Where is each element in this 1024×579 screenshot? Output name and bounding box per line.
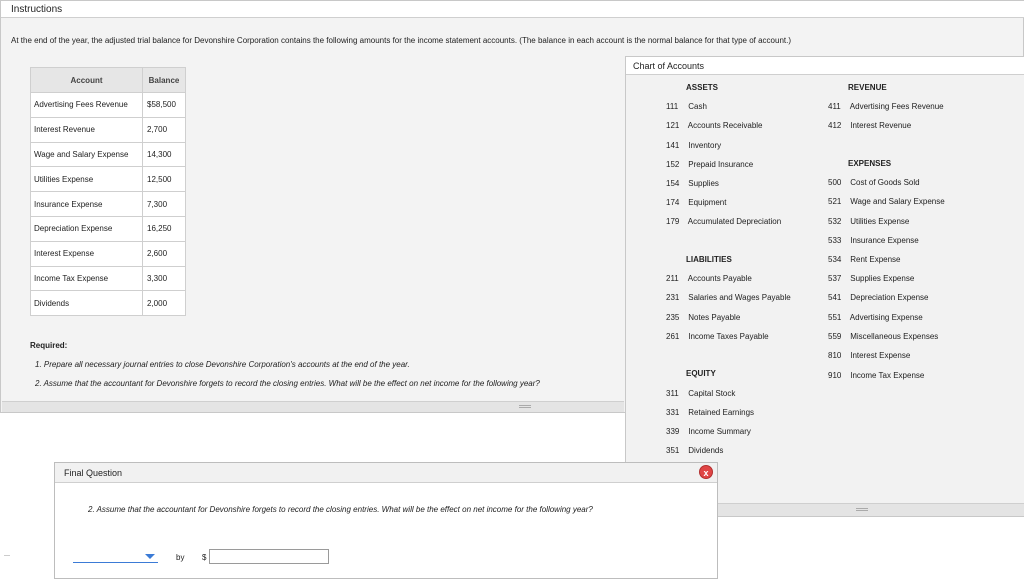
- account-cell: Interest Revenue: [31, 117, 143, 142]
- table-row: [31, 266, 186, 291]
- required-label: Required:: [30, 341, 68, 350]
- list-item: [666, 446, 723, 455]
- account-number: 339: [666, 427, 680, 436]
- account-name: Capital Stock: [688, 389, 736, 398]
- account-name: Rent Expense: [850, 255, 901, 264]
- account-name: Supplies Expense: [850, 274, 915, 283]
- account-name: Advertising Expense: [849, 313, 923, 322]
- account-number: 261: [666, 332, 680, 341]
- list-item: [828, 102, 944, 111]
- balance-cell: 2,700: [143, 117, 186, 142]
- account-number: 121: [666, 121, 680, 130]
- list-item: [666, 389, 735, 398]
- column-header-account: Account: [31, 68, 143, 93]
- account-number: 235: [666, 313, 680, 322]
- liabilities-heading: LIABILITIES: [686, 255, 732, 264]
- column-header-balance: Balance: [143, 68, 186, 93]
- list-item: [666, 427, 751, 436]
- resize-grip-icon[interactable]: [519, 405, 531, 408]
- balance-cell: 14,300: [143, 142, 186, 167]
- table-row: [31, 291, 186, 316]
- account-number: 500: [828, 178, 842, 187]
- account-number: 311: [666, 389, 679, 398]
- balance-cell: 16,250: [143, 216, 186, 241]
- list-item: [828, 217, 909, 226]
- balance-cell: 3,300: [143, 266, 186, 291]
- list-item: [828, 332, 938, 341]
- account-name: Supplies: [688, 179, 719, 188]
- chart-of-accounts-panel: [625, 56, 1024, 517]
- account-number: 211: [666, 274, 679, 283]
- account-name: Accounts Payable: [687, 274, 752, 283]
- account-name: Notes Payable: [688, 313, 741, 322]
- account-cell: Depreciation Expense: [31, 216, 143, 241]
- account-name: Income Summary: [688, 427, 751, 436]
- table-header-row: [31, 68, 186, 93]
- intro-text: At the end of the year, the adjusted trial balance for Devonshire Corporation contains the following amounts for the income statement accounts. (The balance in each account is the normal balance for that type of account.): [11, 36, 792, 45]
- list-item: [666, 121, 763, 130]
- account-cell: Wage and Salary Expense: [31, 142, 143, 167]
- final-question-panel: [54, 462, 718, 579]
- account-cell: Utilities Expense: [31, 167, 143, 192]
- account-cell: Advertising Fees Revenue: [31, 93, 143, 118]
- expenses-heading: EXPENSES: [848, 159, 892, 168]
- account-number: 910: [828, 371, 842, 380]
- account-name: Interest Expense: [850, 351, 911, 360]
- instructions-title: Instructions: [1, 1, 1024, 18]
- table-row: [31, 167, 186, 192]
- list-item: [666, 217, 781, 226]
- final-question-title: Final Question: [55, 463, 717, 483]
- account-name: Interest Revenue: [850, 121, 912, 130]
- list-item: [828, 371, 924, 380]
- account-number: 231: [666, 293, 680, 302]
- assets-heading: ASSETS: [686, 83, 719, 92]
- account-name: Equipment: [688, 198, 727, 207]
- account-number: 810: [828, 351, 842, 360]
- list-item: [828, 236, 919, 245]
- resize-grip-icon[interactable]: [856, 508, 868, 511]
- divider: [4, 555, 10, 556]
- account-number: 532: [828, 217, 842, 226]
- balance-cell: 12,500: [143, 167, 186, 192]
- list-item: [828, 313, 923, 322]
- account-cell: Income Tax Expense: [31, 266, 143, 291]
- account-name: Income Taxes Payable: [688, 332, 769, 341]
- list-item: [666, 332, 769, 341]
- chart-of-accounts-title: Chart of Accounts: [626, 57, 1024, 75]
- account-number: 533: [828, 236, 842, 245]
- equity-heading: EQUITY: [686, 369, 716, 378]
- revenue-heading: REVENUE: [848, 83, 887, 92]
- balance-cell: 2,600: [143, 241, 186, 266]
- list-item: [828, 121, 911, 130]
- account-name: Prepaid Insurance: [688, 160, 754, 169]
- account-name: Wage and Salary Expense: [850, 197, 945, 206]
- account-name: Insurance Expense: [850, 236, 919, 245]
- close-icon[interactable]: x: [699, 465, 713, 479]
- list-item: [828, 197, 945, 206]
- account-number: 537: [828, 274, 842, 283]
- account-cell: Dividends: [31, 291, 143, 316]
- account-name: Income Tax Expense: [850, 371, 925, 380]
- list-item: [828, 178, 920, 187]
- list-item: [828, 293, 929, 302]
- account-number: 111: [666, 102, 679, 111]
- list-item: [828, 255, 901, 264]
- account-name: Inventory: [688, 141, 722, 150]
- account-number: 551: [828, 313, 842, 322]
- table-row: [31, 142, 186, 167]
- list-item: [666, 179, 719, 188]
- list-item: [666, 293, 791, 302]
- account-name: Depreciation Expense: [850, 293, 929, 302]
- account-name: Retained Earnings: [688, 408, 755, 417]
- account-cell: Insurance Expense: [31, 192, 143, 217]
- account-number: 351: [666, 446, 680, 455]
- account-name: Salaries and Wages Payable: [688, 293, 791, 302]
- account-number: 411: [828, 102, 841, 111]
- trial-balance-table: [30, 67, 186, 316]
- account-cell: Interest Expense: [31, 241, 143, 266]
- account-name: Accumulated Depreciation: [687, 217, 782, 226]
- list-item: [666, 313, 740, 322]
- account-number: 559: [828, 332, 842, 341]
- table-row: [31, 93, 186, 118]
- list-item: [666, 102, 707, 111]
- balance-cell: 7,300: [143, 192, 186, 217]
- account-number: 154: [666, 179, 680, 188]
- account-number: 141: [666, 141, 680, 150]
- account-number: 331: [666, 408, 680, 417]
- list-item: [666, 274, 752, 283]
- list-item: [666, 408, 754, 417]
- list-item: [666, 198, 726, 207]
- chevron-down-icon[interactable]: [145, 554, 155, 559]
- table-row: [31, 192, 186, 217]
- account-number: 541: [828, 293, 842, 302]
- list-item: [666, 160, 753, 169]
- list-item: [828, 351, 910, 360]
- account-name: Miscellaneous Expenses: [850, 332, 939, 341]
- balance-cell: $58,500: [143, 93, 186, 118]
- final-question-text: 2. Assume that the accountant for Devonshire forgets to record the closing entries. What will be the effect on net income for the following year?: [88, 505, 593, 514]
- account-name: Accounts Receivable: [687, 121, 763, 130]
- balance-cell: 2,000: [143, 291, 186, 316]
- required-item-1: 1. Prepare all necessary journal entries to close Devonshire Corporation's accounts at the end of the year.: [35, 360, 410, 369]
- account-number: 152: [666, 160, 680, 169]
- amount-input[interactable]: [209, 549, 329, 564]
- by-label: by: [176, 553, 185, 562]
- account-name: Dividends: [688, 446, 724, 455]
- account-number: 174: [666, 198, 680, 207]
- account-number: 534: [828, 255, 842, 264]
- currency-label: $: [202, 553, 207, 562]
- required-item-2: 2. Assume that the accountant for Devonshire forgets to record the closing entries. What will be the effect on net income for the following year?: [35, 379, 540, 388]
- table-row: [31, 241, 186, 266]
- list-item: [828, 274, 914, 283]
- table-row: [31, 117, 186, 142]
- account-name: Cost of Goods Sold: [850, 178, 920, 187]
- account-number: 521: [828, 197, 842, 206]
- list-item: [666, 141, 721, 150]
- account-name: Cash: [688, 102, 707, 111]
- account-name: Advertising Fees Revenue: [849, 102, 944, 111]
- account-number: 412: [828, 121, 842, 130]
- table-row: [31, 216, 186, 241]
- account-number: 179: [666, 217, 680, 226]
- account-name: Utilities Expense: [850, 217, 910, 226]
